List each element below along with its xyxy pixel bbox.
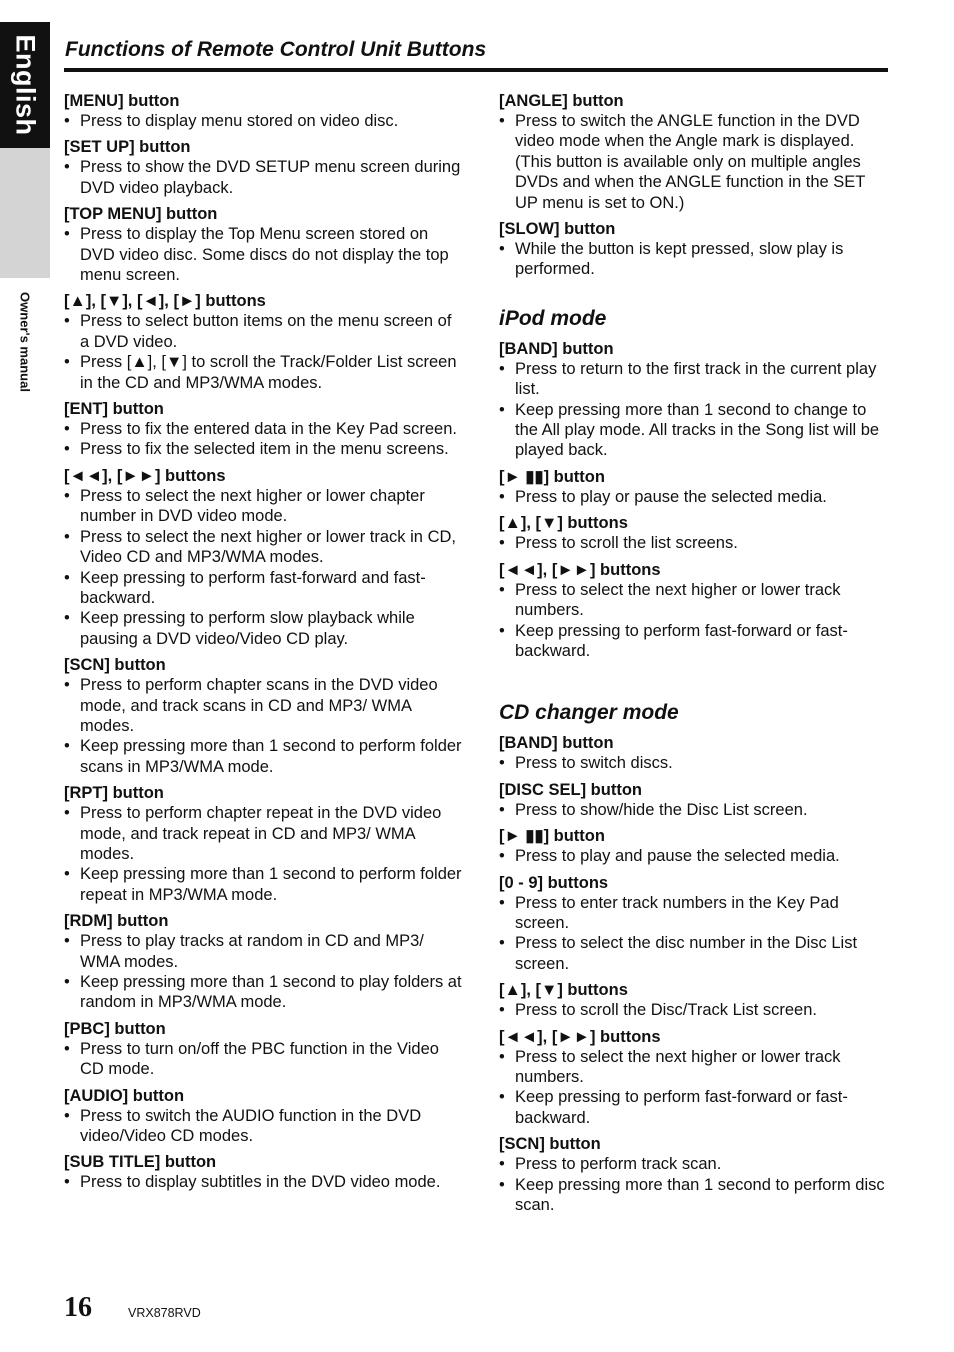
cd-changer-heading: CD changer mode bbox=[499, 701, 679, 725]
function-title: [SUB TITLE] button bbox=[64, 1153, 217, 1172]
bullet-item: • Press to select the next higher or lower track numbers. bbox=[499, 1047, 891, 1088]
bullet-list bbox=[499, 1047, 891, 1129]
page-title: Functions of Remote Control Unit Buttons bbox=[65, 38, 487, 61]
function-item bbox=[499, 340, 891, 461]
bullet-item: • Press to play or pause the selected media. bbox=[499, 487, 891, 507]
bullet-item: • Press to select the next higher or lower track in CD, Video CD and MP3/WMA modes. bbox=[64, 527, 464, 568]
bullet-item: • Press to turn on/off the PBC function in the Video CD mode. bbox=[64, 1039, 464, 1080]
function-item bbox=[499, 1135, 891, 1215]
bullet-list bbox=[64, 1039, 464, 1080]
bullet-item: • Press to scroll the list screens. bbox=[499, 533, 891, 553]
bullet-item: • Press to perform chapter scans in the DVD video mode, and track scans in CD and MP3/ WMA modes. bbox=[64, 675, 464, 736]
bullet-list bbox=[499, 111, 891, 213]
bullet-item: • Press to select button items on the menu screen of a DVD video. bbox=[64, 311, 464, 352]
bullet-item: • Keep pressing more than 1 second to perform folder scans in MP3/WMA mode. bbox=[64, 736, 464, 777]
bullet-item: • Press to show/hide the Disc List screen. bbox=[499, 800, 891, 820]
function-item bbox=[64, 138, 464, 198]
function-item bbox=[64, 400, 464, 460]
function-item bbox=[499, 514, 891, 553]
bullet-item: • Press to enter track numbers in the Key Pad screen. bbox=[499, 893, 891, 934]
bullet-item: • Keep pressing more than 1 second to play folders at random in MP3/WMA mode. bbox=[64, 972, 464, 1013]
bullet-list bbox=[499, 1000, 891, 1020]
bullet-item: • Press to select the next higher or lower track numbers. bbox=[499, 580, 891, 621]
function-item bbox=[499, 220, 891, 280]
bullet-item: • While the button is kept pressed, slow play is performed. bbox=[499, 239, 891, 280]
language-side-tab bbox=[0, 22, 50, 392]
function-item bbox=[499, 981, 891, 1020]
bullet-list bbox=[499, 1154, 891, 1215]
bullet-item: • Press to play tracks at random in CD and MP3/ WMA modes. bbox=[64, 931, 464, 972]
function-item bbox=[499, 468, 891, 507]
bullet-item: • Press to display the Top Menu screen stored on DVD video disc. Some discs do not display the top menu screen. bbox=[64, 224, 464, 285]
bullet-item: • Press to display menu stored on video disc. bbox=[64, 111, 464, 131]
bullet-list bbox=[64, 931, 464, 1013]
function-title: [► ▮▮] button bbox=[499, 827, 605, 846]
bullet-item: • Press to return to the first track in the current play list. bbox=[499, 359, 891, 400]
bullet-item: • Press to fix the entered data in the Key Pad screen. bbox=[64, 419, 464, 439]
function-item bbox=[64, 784, 464, 905]
bullet-item: • Press to switch the ANGLE function in the DVD video mode when the Angle mark is displayed. (This button is available only on multiple angles DVDs and when the ANGLE function in the SET UP menu is set to ON.) bbox=[499, 111, 891, 213]
function-title: [◄◄], [►►] buttons bbox=[64, 466, 226, 485]
function-item bbox=[499, 92, 891, 213]
bullet-list bbox=[64, 419, 464, 460]
header-divider bbox=[64, 68, 888, 72]
function-title: [► ▮▮] button bbox=[499, 467, 605, 486]
bullet-item: • Keep pressing more than 1 second to perform disc scan. bbox=[499, 1175, 891, 1216]
function-item bbox=[499, 1028, 891, 1129]
bullet-list bbox=[499, 580, 891, 662]
bullet-item: • Press to perform chapter repeat in the DVD video mode, and track repeat in CD and MP3/ WMA modes. bbox=[64, 803, 464, 864]
function-title: [0 - 9] buttons bbox=[499, 873, 609, 892]
function-title: [BAND] button bbox=[499, 339, 614, 358]
bullet-item: • Press to perform track scan. bbox=[499, 1154, 891, 1174]
function-item bbox=[64, 1153, 464, 1192]
function-title: [DISC SEL] button bbox=[499, 780, 642, 799]
page-number: 16 bbox=[64, 1292, 92, 1323]
bullet-list bbox=[64, 486, 464, 649]
bullet-list bbox=[64, 803, 464, 905]
bullet-list bbox=[64, 1106, 464, 1147]
bullet-list bbox=[499, 753, 891, 773]
bullet-list bbox=[499, 846, 891, 866]
function-item bbox=[499, 561, 891, 662]
function-title: [MENU] button bbox=[64, 92, 180, 110]
function-title: [▲], [▼], [◄], [►] buttons bbox=[64, 292, 266, 311]
function-item bbox=[64, 205, 464, 285]
manual-label: Owner's manual bbox=[17, 292, 33, 392]
function-title: [RPT] button bbox=[64, 784, 164, 803]
right-column bbox=[499, 92, 891, 1222]
language-tab-dark bbox=[0, 22, 50, 148]
function-title: [SET UP] button bbox=[64, 138, 191, 157]
ipod-item-list bbox=[499, 340, 891, 661]
bullet-item: • Press to select the next higher or lower chapter number in DVD video mode. bbox=[64, 486, 464, 527]
bullet-item: • Press to play and pause the selected media. bbox=[499, 846, 891, 866]
bullet-item: • Press to select the disc number in the Disc List screen. bbox=[499, 933, 891, 974]
function-item bbox=[499, 734, 891, 773]
function-item bbox=[499, 781, 891, 820]
bullet-item: • Keep pressing to perform fast-forward or fast-backward. bbox=[499, 621, 891, 662]
bullet-item: • Keep pressing more than 1 second to perform folder repeat in MP3/WMA mode. bbox=[64, 864, 464, 905]
bullet-item: • Keep pressing to perform fast-forward or fast-backward. bbox=[499, 1087, 891, 1128]
function-title: [ENT] button bbox=[64, 400, 164, 419]
bullet-item: • Press to scroll the Disc/Track List screen. bbox=[499, 1000, 891, 1020]
bullet-item: • Press to display subtitles in the DVD video mode. bbox=[64, 1172, 464, 1192]
function-item bbox=[64, 92, 464, 131]
bullet-list bbox=[499, 893, 891, 975]
bullet-item: • Press [▲], [▼] to scroll the Track/Folder List screen in the CD and MP3/WMA modes. bbox=[64, 352, 464, 393]
bullet-item: • Press to switch discs. bbox=[499, 753, 891, 773]
function-item bbox=[499, 827, 891, 866]
function-item bbox=[64, 1087, 464, 1147]
function-item bbox=[64, 656, 464, 777]
function-item bbox=[64, 1020, 464, 1080]
bullet-list bbox=[64, 111, 464, 131]
bullet-list bbox=[499, 533, 891, 553]
language-label: English bbox=[10, 34, 41, 136]
bullet-item: • Press to show the DVD SETUP menu screen during DVD video playback. bbox=[64, 157, 464, 198]
function-title: [▲], [▼] buttons bbox=[499, 514, 628, 533]
model-number: VRX878RVD bbox=[128, 1306, 201, 1320]
bullet-list bbox=[499, 800, 891, 820]
bullet-list bbox=[64, 224, 464, 285]
function-title: [◄◄], [►►] buttons bbox=[499, 1027, 661, 1046]
left-item-list bbox=[64, 92, 464, 1193]
function-item bbox=[64, 912, 464, 1013]
function-title: [SCN] button bbox=[64, 656, 166, 675]
function-title: [RDM] button bbox=[64, 912, 169, 931]
function-title: [◄◄], [►►] buttons bbox=[499, 560, 661, 579]
cd-item-list bbox=[499, 734, 891, 1215]
bullet-list bbox=[499, 239, 891, 280]
ipod-mode-heading: iPod mode bbox=[499, 306, 607, 330]
function-title: [SLOW] button bbox=[499, 220, 616, 239]
function-title: [PBC] button bbox=[64, 1019, 166, 1038]
function-title: [TOP MENU] button bbox=[64, 205, 218, 224]
left-column bbox=[64, 92, 464, 1200]
bullet-list bbox=[499, 359, 891, 461]
function-title: [▲], [▼] buttons bbox=[499, 981, 628, 1000]
function-title: [ANGLE] button bbox=[499, 92, 624, 110]
bullet-item: • Keep pressing more than 1 second to change to the All play mode. All tracks in the Song list will be played back. bbox=[499, 400, 891, 461]
function-item bbox=[499, 874, 891, 975]
manual-tab-gray bbox=[0, 148, 50, 392]
bullet-list bbox=[64, 1172, 464, 1192]
bullet-item: • Press to fix the selected item in the menu screens. bbox=[64, 439, 464, 459]
bullet-item: • Keep pressing to perform fast-forward and fast-backward. bbox=[64, 568, 464, 609]
function-item bbox=[64, 292, 464, 393]
bullet-list bbox=[64, 311, 464, 393]
bullet-item: • Keep pressing to perform slow playback while pausing a DVD video/Video CD play. bbox=[64, 608, 464, 649]
function-item bbox=[64, 467, 464, 649]
function-title: [SCN] button bbox=[499, 1135, 601, 1154]
function-title: [AUDIO] button bbox=[64, 1086, 185, 1105]
function-title: [BAND] button bbox=[499, 734, 614, 753]
bullet-item: • Press to switch the AUDIO function in the DVD video/Video CD modes. bbox=[64, 1106, 464, 1147]
bullet-list bbox=[499, 487, 891, 507]
bullet-list bbox=[64, 675, 464, 777]
bullet-list bbox=[64, 157, 464, 198]
right-intro-list bbox=[499, 92, 891, 280]
